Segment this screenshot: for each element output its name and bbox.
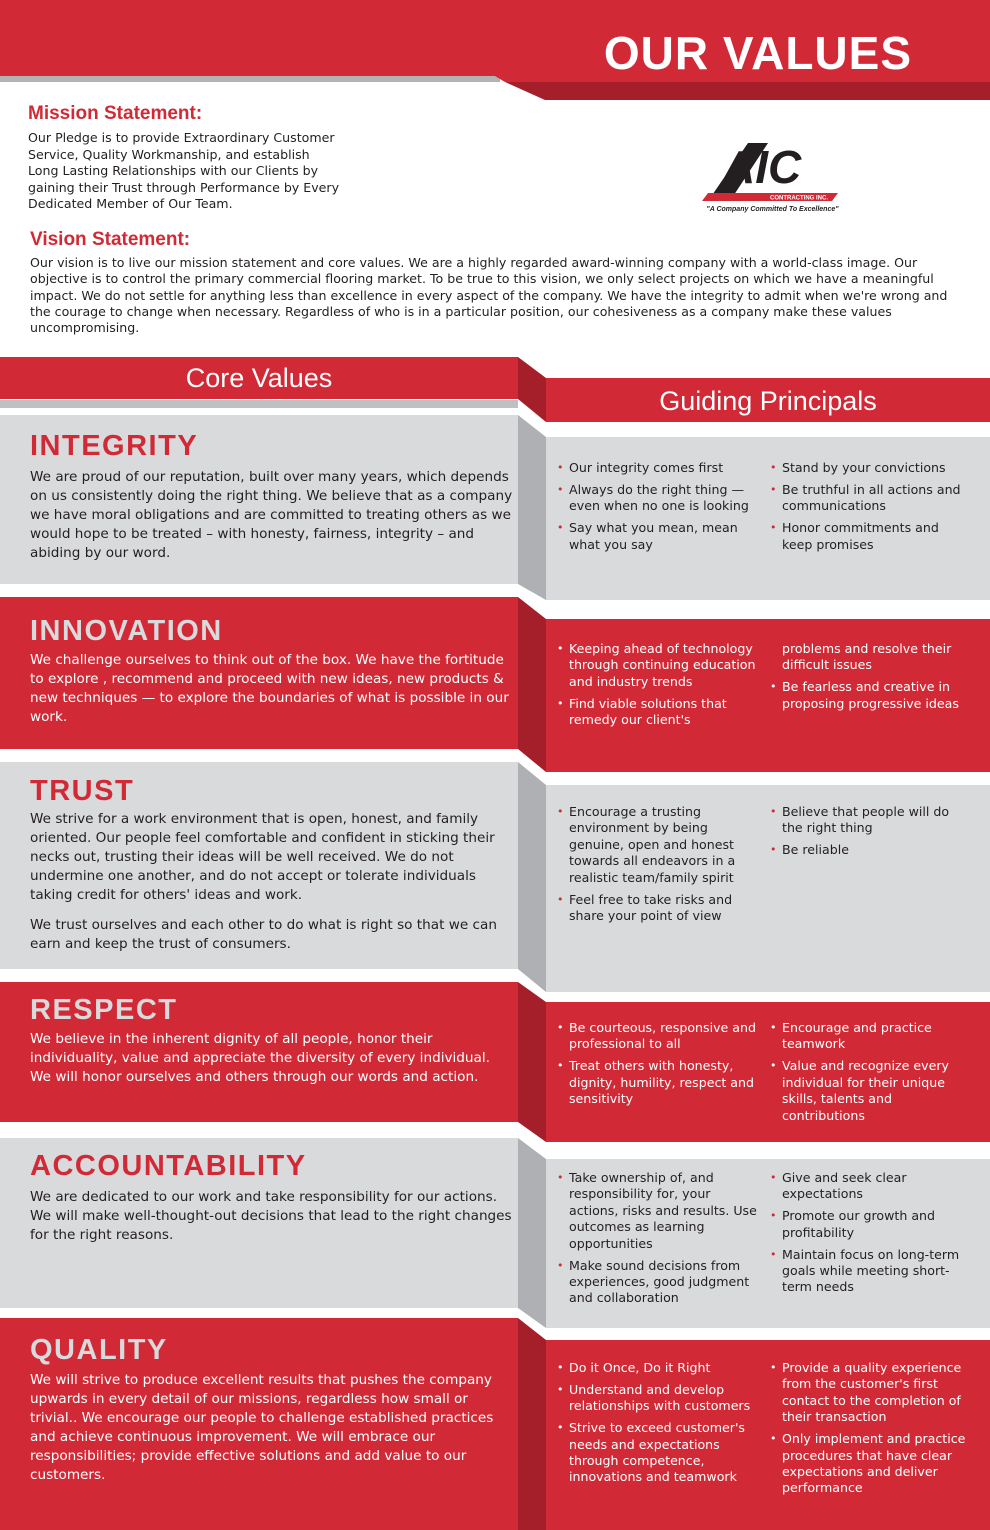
vision-body: Our vision is to live our mission statement and core values. We are a highly regarded award-winning company with a world-class image. Our objective is to control the primary commercial flooring market. To be true to this vision, we only select projects on which we have a meaningful impact. We do not settle for anything less than excellence in every aspect of the company. We have the integrity to admit when we're wrong and the courage to change when necessary. Regardless of who is in a particular position, our cohesiveness as a company make these values uncompromising. xyxy=(30,255,948,336)
value-description xyxy=(30,1188,515,1245)
principle-item: • Understand and develop relationships with customers xyxy=(557,1382,757,1415)
logo-text: AIC xyxy=(722,141,802,193)
principle-item: • Keeping ahead of technology through continuing education and industry trends xyxy=(557,641,757,690)
mission-line: gaining their Trust through Performance by Every xyxy=(28,179,340,195)
principle-item: • Do it Once, Do it Right xyxy=(557,1360,757,1376)
value-description xyxy=(30,1030,515,1087)
mission-body xyxy=(28,130,408,213)
principle-item: • Take ownership of, and responsibility for, your actions, risks and results. Use outcomes as learning opportunities xyxy=(557,1170,757,1252)
logo-subtext: CONTRACTING INC. xyxy=(770,195,828,202)
principle-item: • Maintain focus on long-term goals while meeting short-term needs xyxy=(770,1247,970,1296)
principles-left xyxy=(557,641,757,734)
principle-item-continued: problems and resolve their difficult issues xyxy=(782,641,952,673)
principle-item: • Stand by your convictions xyxy=(770,460,970,476)
principle-item: • Encourage and practice teamwork xyxy=(770,1020,970,1053)
value-paragraph: We are dedicated to our work and take responsibility for our actions. We will make well-thought-out decisions that lead to the right changes for the right reasons. xyxy=(30,1189,512,1243)
value-title: QUALITY xyxy=(30,1334,168,1366)
principle-item: • Strive to exceed customer's needs and expectations through competence, innovations and teamwork xyxy=(557,1420,757,1486)
principles-left xyxy=(557,1360,757,1491)
principle-item: • Value and recognize every individual for their unique skills, talents and contributions xyxy=(770,1058,970,1124)
mission-heading: Mission Statement: xyxy=(28,103,203,124)
principles-right xyxy=(770,641,970,718)
value-description xyxy=(30,651,515,727)
value-row-trust xyxy=(0,762,990,992)
principles-right xyxy=(770,1360,970,1502)
mission-line: Our Pledge is to provide Extraordinary Customer xyxy=(28,130,335,145)
principle-item: • Promote our growth and profitability xyxy=(770,1208,970,1241)
value-title: ACCOUNTABILITY xyxy=(30,1150,307,1182)
principles-right xyxy=(770,804,970,864)
principle-item: • Be truthful in all actions and communications xyxy=(770,482,970,515)
principle-item: • Only implement and practice procedures that have clear expectations and deliver performance xyxy=(770,1431,970,1497)
header-banner xyxy=(0,0,990,100)
principle-item: • Believe that people will do the right thing xyxy=(770,804,970,837)
principle-item: • Our integrity comes first xyxy=(557,460,757,476)
core-values-header: Core Values xyxy=(0,357,518,399)
principle-item: • Encourage a trusting environment by being genuine, open and honest towards all endeavors in a realistic team/family spirit xyxy=(557,804,757,886)
page-title: OUR VALUES xyxy=(603,27,912,79)
value-paragraph: We believe in the inherent dignity of all people, honor their individuality, value and appreciate the diversity of every individual. We will honor ourselves and others through our words and action. xyxy=(30,1031,490,1085)
value-title: INNOVATION xyxy=(30,615,223,647)
principles-left xyxy=(557,460,757,559)
value-paragraph: We challenge ourselves to think out of the box. We have the fortitude to explore , recommend and proceed with new ideas, new products & new techniques — to explore the boundaries of what is possible in our work. xyxy=(30,652,509,725)
principle-item: • Give and seek clear expectations xyxy=(770,1170,970,1203)
principle-item: • Find viable solutions that remedy our client's xyxy=(557,696,757,729)
value-paragraph: We strive for a work environment that is open, honest, and family oriented. Our people feel comfortable and confident in sticking their necks out, trusting their ideas will be well received. We do not undermine one another, and do not accept or tolerate individuals taking credit for others' ideas and work. xyxy=(30,811,495,903)
principle-item: • Provide a quality experience from the customer's first contact to the completion of their transaction xyxy=(770,1360,970,1426)
value-row-integrity xyxy=(0,400,990,600)
logo-tagline: "A Company Committed To Excellence" xyxy=(706,206,839,213)
principle-item: • Be courteous, responsive and professional to all xyxy=(557,1020,757,1053)
value-title: INTEGRITY xyxy=(30,430,199,462)
mission-line: Dedicated Member of Our Team. xyxy=(28,196,233,212)
principles-right xyxy=(770,460,970,559)
vision-heading: Vision Statement: xyxy=(30,229,191,250)
principles-right xyxy=(770,1020,970,1129)
principle-item: • Say what you mean, mean what you say xyxy=(557,520,757,553)
guiding-principals-header: Guiding Principals xyxy=(546,378,990,422)
value-row-quality xyxy=(0,1318,990,1530)
principle-item: • Always do the right thing — even when no one is looking xyxy=(557,482,757,515)
value-row-innovation xyxy=(0,597,990,772)
value-row-respect xyxy=(0,982,990,1142)
value-paragraph: We will strive to produce excellent results that pushes the company upwards in every detail of our missions, regardless how small or trivial.. We encourage our people to challenge established practices and achieve continuous improvement. We will embrace our responsibilities; provide effective solutions and add value to our customers. xyxy=(30,1372,494,1483)
value-row-accountability xyxy=(0,1138,990,1328)
value-paragraph: We trust ourselves and each other to do what is right so that we can earn and keep the trust of consumers. xyxy=(30,917,497,952)
principles-right xyxy=(770,1170,970,1301)
value-paragraph: We are proud of our reputation, built over many years, which depends on us consistently doing the right thing. We believe that as a company we have moral obligations and are committed to treating others as we would hope to be treated – with honesty, fairness, integrity – and abiding by our word. xyxy=(30,469,513,561)
principles-left xyxy=(557,1020,757,1113)
mission-line: Long Lasting Relationships with our Clients by xyxy=(28,163,319,179)
principle-item: • Make sound decisions from experiences, good judgment and collaboration xyxy=(557,1258,757,1307)
principles-left xyxy=(557,1170,757,1312)
value-title: RESPECT xyxy=(30,994,178,1026)
principle-item: • Feel free to take risks and share your point of view xyxy=(557,892,757,925)
value-description xyxy=(30,810,515,954)
mission-line: Service, Quality Workmanship, and establish xyxy=(28,146,310,162)
value-description xyxy=(30,468,515,563)
principle-item: • Be fearless and creative in proposing progressive ideas xyxy=(770,679,970,712)
principle-item: • Honor commitments and keep promises xyxy=(770,520,970,553)
principle-item: • Treat others with honesty, dignity, humility, respect and sensitivity xyxy=(557,1058,757,1107)
principle-item: • Be reliable xyxy=(770,842,970,858)
value-description xyxy=(30,1371,515,1485)
value-title: TRUST xyxy=(30,775,135,807)
principles-left xyxy=(557,804,757,930)
